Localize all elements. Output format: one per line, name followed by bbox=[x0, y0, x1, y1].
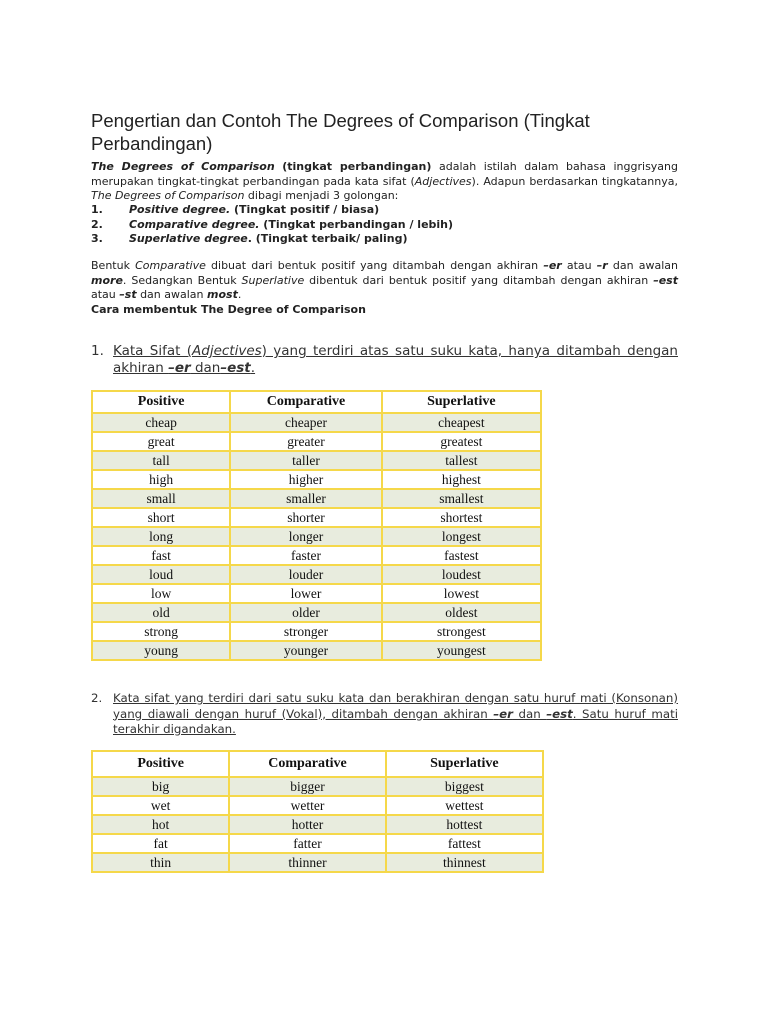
comparison-table-2 bbox=[91, 750, 544, 873]
rule-text bbox=[113, 343, 678, 377]
cell-superlative: greatest bbox=[382, 432, 541, 451]
cell-superlative: highest bbox=[382, 470, 541, 489]
cell-positive: low bbox=[92, 584, 230, 603]
cell-positive: high bbox=[92, 470, 230, 489]
cell-comparative: wetter bbox=[229, 796, 385, 815]
degree-name: Comparative degree. bbox=[129, 217, 260, 231]
table-body bbox=[92, 413, 541, 660]
rule-text-part: Kata sifat yang terdiri dari satu suku kata dan berakhiran dengan satu huruf mati (Konsonan) yang diawali dengan huruf (Vokal), ditambah dengan akhiran bbox=[113, 691, 678, 721]
para-text: dibentuk dari bentuk positif yang ditambah dengan akhiran bbox=[304, 273, 654, 287]
cell-superlative: thinnest bbox=[386, 853, 543, 872]
table-row bbox=[92, 470, 541, 489]
cell-comparative: fatter bbox=[229, 834, 385, 853]
degree-desc: (Tingkat perbandingan / lebih) bbox=[259, 217, 454, 231]
degree-desc: (Tingkat positif / biasa) bbox=[230, 203, 380, 216]
para-text: dibuat dari bentuk positif yang ditambah dengan akhiran bbox=[205, 259, 544, 272]
cell-superlative: shortest bbox=[382, 508, 541, 527]
cell-positive: long bbox=[92, 527, 230, 546]
cell-superlative: hottest bbox=[386, 815, 543, 834]
cell-superlative: wettest bbox=[386, 796, 543, 815]
para-text: Bentuk bbox=[91, 259, 136, 272]
para-term: Comparative bbox=[135, 259, 206, 272]
degree-number: 3. bbox=[91, 232, 103, 246]
para-text: . bbox=[237, 288, 242, 302]
para-term: Superlative bbox=[241, 273, 305, 287]
table-row bbox=[92, 815, 543, 834]
suffix-text: –est bbox=[220, 360, 251, 376]
cell-comparative: smaller bbox=[230, 489, 381, 508]
table-header-row bbox=[92, 391, 541, 413]
prefix-text: more bbox=[91, 273, 123, 287]
form-paragraph bbox=[91, 259, 678, 317]
cell-positive: cheap bbox=[92, 413, 230, 432]
degree-name: Positive degree. bbox=[129, 203, 231, 216]
cell-comparative: bigger bbox=[229, 777, 385, 796]
degree-item bbox=[91, 203, 678, 218]
cell-superlative: strongest bbox=[382, 622, 541, 641]
rule-text-part: Kata Sifat ( bbox=[113, 343, 193, 359]
cell-comparative: taller bbox=[230, 451, 381, 470]
table-row bbox=[92, 853, 543, 872]
table-body bbox=[92, 777, 543, 872]
header-positive: Positive bbox=[92, 751, 229, 777]
degree-name: Superlative degree bbox=[129, 232, 248, 246]
cell-superlative: lowest bbox=[382, 584, 541, 603]
rule-text-part: . Satu huruf mati terakhir digandakan. bbox=[113, 706, 678, 736]
rule-text-part: dan bbox=[190, 360, 221, 376]
header-superlative: Superlative bbox=[386, 751, 543, 777]
table-row bbox=[92, 508, 541, 527]
cell-positive: big bbox=[92, 777, 229, 796]
suffix-text: –er bbox=[168, 360, 191, 376]
term-text: The Degrees of Comparison bbox=[91, 160, 275, 173]
adjectives-text: Adjectives bbox=[414, 174, 472, 188]
cell-comparative: stronger bbox=[230, 622, 381, 641]
cell-superlative: longest bbox=[382, 527, 541, 546]
table-row bbox=[92, 584, 541, 603]
suffix-text: –r bbox=[596, 259, 608, 272]
cell-comparative: younger bbox=[230, 641, 381, 660]
table-row bbox=[92, 622, 541, 641]
cell-comparative: higher bbox=[230, 470, 381, 489]
cell-positive: wet bbox=[92, 796, 229, 815]
table-row bbox=[92, 546, 541, 565]
cell-superlative: cheapest bbox=[382, 413, 541, 432]
cell-superlative: loudest bbox=[382, 565, 541, 584]
cell-positive: fat bbox=[92, 834, 229, 853]
section-heading: Cara membentuk The Degree of Comparison bbox=[91, 302, 366, 316]
table-row bbox=[92, 565, 541, 584]
cell-superlative: youngest bbox=[382, 641, 541, 660]
intro-text: dibagi menjadi 3 golongan: bbox=[244, 189, 399, 203]
table-row bbox=[92, 413, 541, 432]
cell-positive: young bbox=[92, 641, 230, 660]
comparison-table-1 bbox=[91, 390, 542, 661]
para-text: . Sedangkan Bentuk bbox=[122, 273, 242, 287]
cell-positive: great bbox=[92, 432, 230, 451]
cell-comparative: shorter bbox=[230, 508, 381, 527]
header-positive: Positive bbox=[92, 391, 230, 413]
rule-text-part: ) yang terdiri atas satu suku kata, hanya ditambah dengan akhiran bbox=[113, 343, 678, 376]
suffix-text: –er bbox=[543, 259, 562, 272]
table-row bbox=[92, 451, 541, 470]
rule-number: 2. bbox=[91, 691, 103, 705]
table-row bbox=[92, 603, 541, 622]
degree-item bbox=[91, 232, 678, 247]
cell-superlative: biggest bbox=[386, 777, 543, 796]
para-text: dan awalan bbox=[607, 259, 679, 272]
rule-1 bbox=[91, 343, 678, 379]
degree-desc: . (Tingkat terbaik/ paling) bbox=[247, 232, 408, 246]
cell-superlative: smallest bbox=[382, 489, 541, 508]
cell-comparative: louder bbox=[230, 565, 381, 584]
cell-positive: old bbox=[92, 603, 230, 622]
suffix-text: –st bbox=[119, 288, 137, 302]
rule-term: Adjectives bbox=[192, 343, 262, 359]
suffix-text: –er bbox=[493, 706, 513, 721]
degree-number: 1. bbox=[91, 203, 103, 216]
cell-comparative: older bbox=[230, 603, 381, 622]
table-row bbox=[92, 432, 541, 451]
table-row bbox=[92, 796, 543, 815]
term-gloss: (tingkat perbandingan) bbox=[282, 160, 432, 173]
page-title: Pengertian dan Contoh The Degrees of Comparison (Tingkat Perbandingan) bbox=[91, 110, 590, 155]
intro-text: ). Adapun berdasarkan tingkatannya, bbox=[471, 174, 678, 188]
cell-positive: tall bbox=[92, 451, 230, 470]
degree-number: 2. bbox=[91, 217, 103, 231]
cell-comparative: greater bbox=[230, 432, 381, 451]
cell-superlative: fastest bbox=[382, 546, 541, 565]
cell-comparative: thinner bbox=[229, 853, 385, 872]
rule-number: 1. bbox=[91, 343, 104, 359]
prefix-text: most bbox=[207, 288, 238, 302]
cell-positive: small bbox=[92, 489, 230, 508]
cell-positive: short bbox=[92, 508, 230, 527]
cell-comparative: cheaper bbox=[230, 413, 381, 432]
rule-text-part: dan bbox=[512, 706, 547, 721]
cell-comparative: lower bbox=[230, 584, 381, 603]
cell-comparative: faster bbox=[230, 546, 381, 565]
cell-positive: loud bbox=[92, 565, 230, 584]
cell-superlative: oldest bbox=[382, 603, 541, 622]
header-comparative: Comparative bbox=[229, 751, 385, 777]
table-row bbox=[92, 527, 541, 546]
suffix-text: –est bbox=[546, 706, 573, 721]
rule-2 bbox=[91, 691, 678, 739]
header-comparative: Comparative bbox=[230, 391, 381, 413]
intro-text: adalah istilah dalam bahasa inggrisyang merupakan tingkat-tingkat perbandingan pada kata sifat ( bbox=[91, 160, 679, 188]
cell-positive: thin bbox=[92, 853, 229, 872]
table-row bbox=[92, 834, 543, 853]
cell-superlative: fattest bbox=[386, 834, 543, 853]
cell-positive: fast bbox=[92, 546, 230, 565]
degree-item bbox=[91, 218, 678, 233]
para-text: atau bbox=[91, 288, 120, 302]
para-text: dan awalan bbox=[136, 288, 208, 302]
cell-positive: hot bbox=[92, 815, 229, 834]
table-row bbox=[92, 777, 543, 796]
term-text: The Degrees of Comparison bbox=[91, 189, 245, 203]
cell-comparative: hotter bbox=[229, 815, 385, 834]
intro-paragraph bbox=[91, 160, 678, 204]
cell-comparative: longer bbox=[230, 527, 381, 546]
table-row bbox=[92, 489, 541, 508]
table-row bbox=[92, 641, 541, 660]
suffix-text: –est bbox=[653, 273, 678, 287]
rule-text-part: . bbox=[250, 360, 256, 376]
header-superlative: Superlative bbox=[382, 391, 541, 413]
table-header-row bbox=[92, 751, 543, 777]
degree-list bbox=[91, 203, 678, 247]
cell-positive: strong bbox=[92, 622, 230, 641]
cell-superlative: tallest bbox=[382, 451, 541, 470]
para-text: atau bbox=[561, 259, 597, 272]
rule-text bbox=[113, 691, 678, 738]
